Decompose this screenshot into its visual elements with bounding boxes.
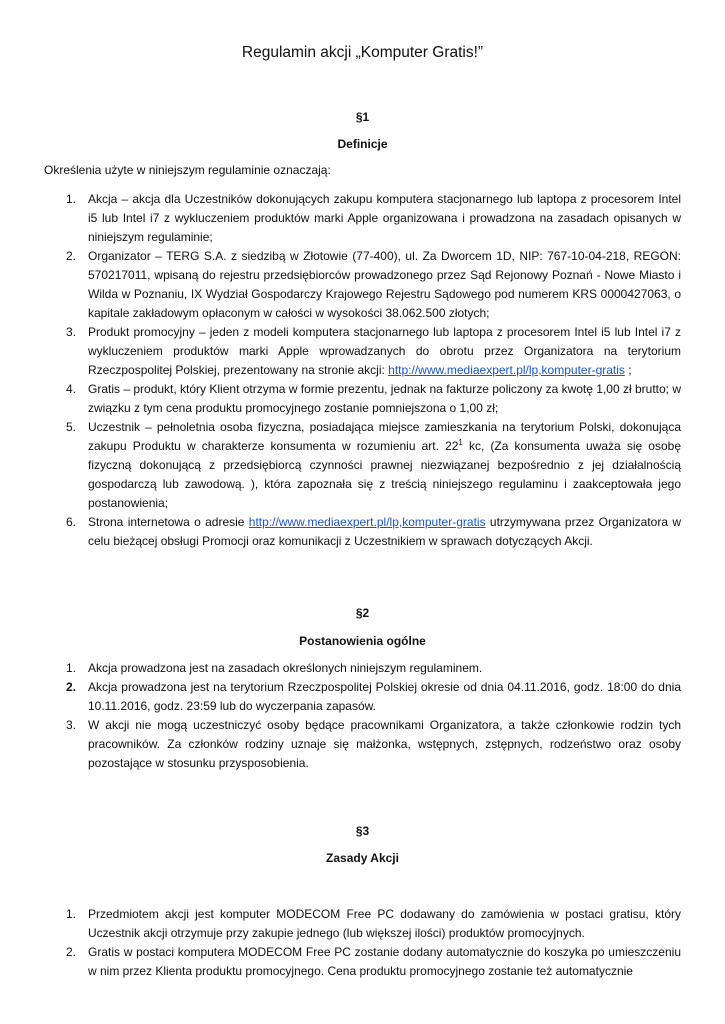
list-item	[0, 716, 681, 773]
document-title: Regulamin akcji „Komputer Gratis!”	[241, 44, 484, 61]
promo-page-link[interactable]: http://www.mediaexpert.pl/lp,komputer-gratis	[388, 363, 625, 377]
item-number: 1.	[66, 907, 77, 921]
list-item	[0, 380, 681, 418]
list-item	[0, 247, 681, 323]
website-link[interactable]: http://www.mediaexpert.pl/lp,komputer-gratis	[248, 515, 486, 529]
section-2-symbol: §2	[355, 606, 370, 620]
item-number: 3.	[66, 325, 77, 339]
item-number: 2.	[66, 680, 77, 694]
item-text: Organizator – TERG S.A. z siedzibą w Złotowie (77-400), ul. Za Dworcem 1D, NIP: 767-10-04-218, REGON: 570217011, wpisaną do rejestru przedsiębiorców prowadzonego przez Sąd Rejonowy Poznań - Nowe Miasto i Wilda w Poznaniu, IX Wydział Gospodarczy Krajowego Rejestru Sądowego pod numerem KRS 0000427063, o kapitale zakładowym opłaconym w całości w wysokości 38.062.500 złotych;	[88, 249, 681, 320]
item-text: Gratis – produkt, który Klient otrzyma w formie prezentu, jednak na fakturze policzony za kwotę 1,00 zł brutto; w związku z tym cena produktu promocyjnego zostanie pomniejszona o 1,00 zł;	[88, 382, 681, 415]
item-text: Przedmiotem akcji jest komputer MODECOM Free PC dodawany do zamówienia w postaci gratisu, który Uczestnik akcji otrzymuje przy zakupie jednego (lub większej ilości) produktów promocyjnych.	[88, 907, 681, 940]
item-text: Uczestnik – pełnoletnia osoba fizyczna, posiadająca miejsce zamieszkania na terytorium Polski, dokonująca zakupu Produktu w charakterze konsumenta w rozumieniu art. 22	[88, 420, 681, 453]
item-text-tail: ;	[624, 363, 632, 377]
item-text: Akcja prowadzona jest na zasadach określonych niniejszym regulaminem.	[88, 661, 483, 675]
item-number: 2.	[66, 249, 77, 263]
list-item	[0, 323, 681, 380]
list-item	[0, 659, 681, 678]
list-item	[0, 418, 681, 513]
list-item	[0, 905, 681, 943]
item-number: 3.	[66, 718, 77, 732]
item-number: 4.	[66, 382, 77, 396]
section-2-list	[0, 659, 725, 773]
list-item	[0, 678, 681, 716]
list-item	[0, 513, 681, 551]
section-3-symbol: §3	[355, 824, 370, 838]
item-number: 2.	[66, 945, 77, 959]
section-1-heading: Definicje	[337, 137, 388, 151]
item-text-continued: kc, (Za konsumenta uważa się osobę fizyczną dokonującą z przedsiębiorcą czynności prawnej niezwiązanej bezpośrednio z jej działalnością gospodarczą lub zawodową. ), która zapoznała się z treścią niniejszego regulaminu i zaakceptowała jego postanowienia;	[88, 439, 681, 510]
item-text: Strona internetowa o adresie	[88, 515, 249, 529]
item-text-continued: utrzymywana przez Organizatora w celu bieżącej obsługi Promocji oraz komunikacji z Uczestnikiem w sprawach dotyczących Akcji.	[88, 515, 681, 548]
item-number: 6.	[66, 515, 77, 529]
list-item	[0, 190, 681, 247]
item-number: 1.	[66, 192, 77, 206]
item-text: Produkt promocyjny – jeden z modeli komputera stacjonarnego lub laptopa z procesorem Intel i5 lub Intel i7 z wykluczeniem produktów marki Apple wprowadzanych do obrotu przez Organizatora na terytorium Rzeczpospolitej Polskiej, prezentowany na stronie akcji:	[88, 325, 681, 377]
section-1-symbol: §1	[355, 110, 370, 124]
item-number: 1.	[66, 661, 77, 675]
item-text: Akcja – akcja dla Uczestników dokonujących zakupu komputera stacjonarnego lub laptopa z procesorem Intel i5 lub Intel i7 z wykluczeniem produktów marki Apple organizowana i prowadzona na zasadach opisanych w niniejszym regulaminie;	[88, 192, 681, 244]
item-text: Akcja prowadzona jest na terytorium Rzeczpospolitej Polskiej okresie od dnia 04.11.2016, godz. 18:00 do dnia 10.11.2016, godz. 23:59 lub do wyczerpania zapasów.	[88, 680, 681, 713]
item-text: W akcji nie mogą uczestniczyć osoby będące pracownikami Organizatora, a także członkowie rodzin tych pracowników. Za członków rodziny uznaje się małżonka, wstępnych, zstępnych, rodzeństwo oraz osoby pozostające w stosunku przysposobienia.	[88, 718, 681, 770]
section-2-heading: Postanowienia ogólne	[299, 634, 426, 648]
section-1-list	[0, 190, 725, 551]
section-3-list	[0, 905, 725, 981]
item-number: 5.	[66, 420, 77, 434]
section-3-heading: Zasady Akcji	[326, 851, 399, 865]
item-text: Gratis w postaci komputera MODECOM Free PC zostanie dodany automatycznie do koszyka po umieszczeniu w nim przez Klienta produktu promocyjnego. Cena produktu promocyjnego zostanie też automatycznie	[88, 945, 681, 978]
superscript: 1	[458, 438, 463, 447]
list-item	[0, 943, 681, 981]
section-1-intro: Określenia użyte w niniejszym regulaminie oznaczają:	[44, 163, 331, 177]
